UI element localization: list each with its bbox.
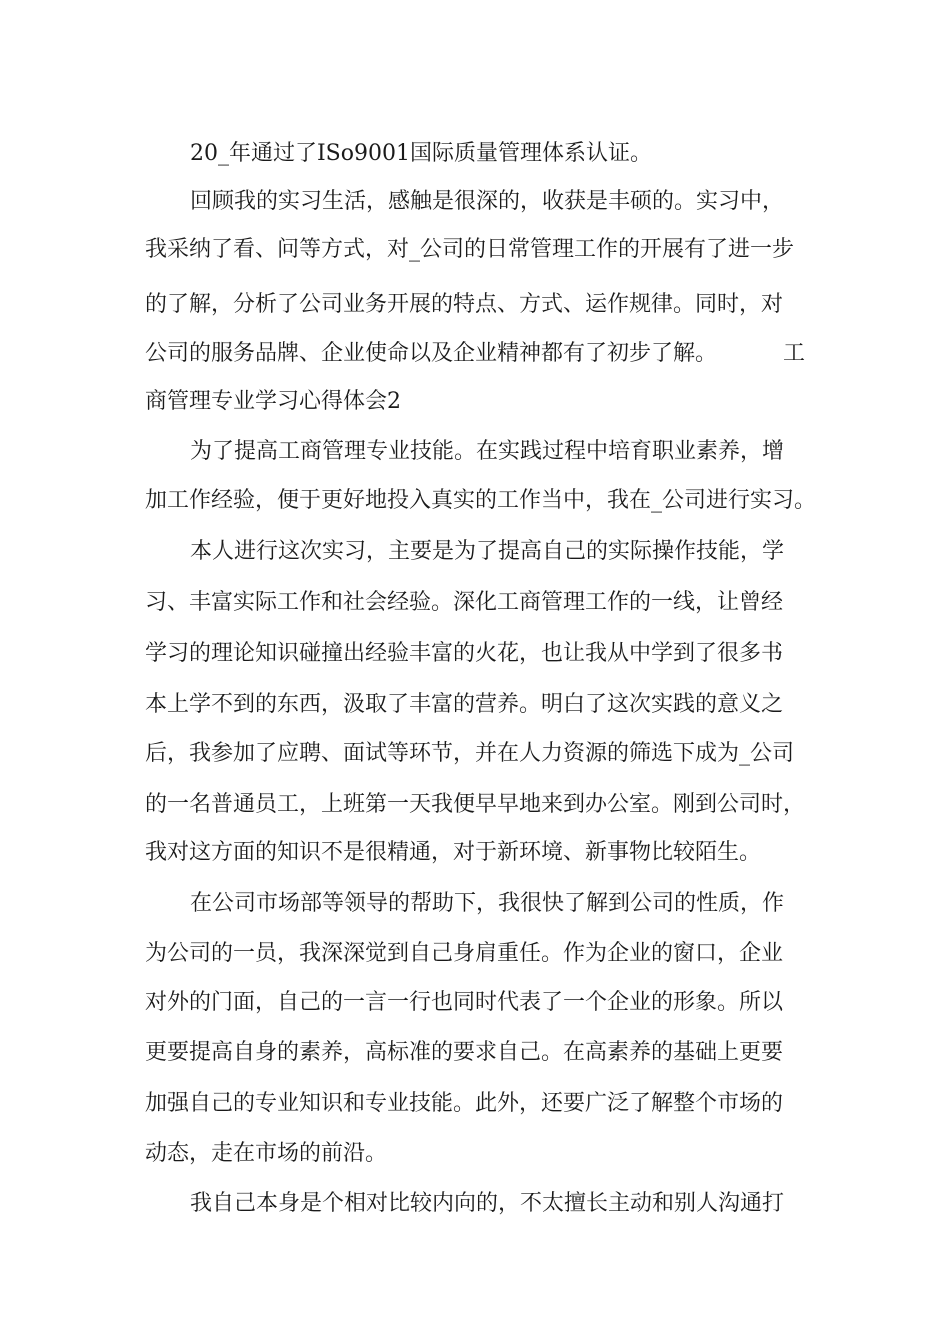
text-line <box>0 439 950 491</box>
text-line-content: 为公司的一员，我深深觉到自己身肩重任。作为企业的窗口，企业 <box>145 941 784 966</box>
text-line <box>0 990 950 1042</box>
text-line-content: 后，我参加了应聘、面试等环节，并在人力资源的筛选下成为_公司 <box>145 741 795 766</box>
text-line-content: 对外的门面，自己的一言一行也同时代表了一个企业的形象。所以 <box>145 990 784 1015</box>
text-line <box>0 237 950 289</box>
text-line-content: 20_年通过了ISo9001国际质量管理体系认证。 <box>190 141 652 166</box>
text-line-content: 本上学不到的东西，汲取了丰富的营养。明白了这次实践的意义之 <box>145 692 784 717</box>
text-line <box>0 1091 950 1143</box>
text-line <box>0 341 950 393</box>
text-line-content: 的了解，分析了公司业务开展的特点、方式、运作规律。同时，对 <box>145 292 784 317</box>
text-line-content: 更要提高自身的素养，高标准的要求自己。在高素养的基础上更要 <box>145 1040 784 1065</box>
text-line-content: 工 <box>783 341 806 366</box>
text-line-content: 商管理专业学习心得体会2 <box>145 389 401 414</box>
text-line <box>0 189 950 241</box>
text-line-content: 在公司市场部等领导的帮助下，我很快了解到公司的性质，作 <box>190 891 785 916</box>
text-line-content: 本人进行这次实习，主要是为了提高自己的实际操作技能，学 <box>190 539 785 564</box>
text-line-content: 学习的理论知识碰撞出经验丰富的火花，也让我从中学到了很多书 <box>145 641 784 666</box>
text-line-content: 为了提高工商管理专业技能。在实践过程中培育职业素养，增 <box>190 439 785 464</box>
text-line <box>0 141 950 193</box>
text-line-content: 我对这方面的知识不是很精通，对于新环境、新事物比较陌生。 <box>145 840 762 865</box>
text-line-content: 我采纳了看、问等方式，对_公司的日常管理工作的开展有了进一步 <box>145 237 795 262</box>
text-line <box>0 1191 950 1243</box>
text-line <box>0 590 950 642</box>
text-line-content: 的一名普通员工，上班第一天我便早早地来到办公室。刚到公司时， <box>145 792 806 817</box>
text-line <box>0 692 950 744</box>
text-line <box>0 741 950 793</box>
text-line <box>0 488 950 540</box>
text-line-content: 我自己本身是个相对比较内向的，不太擅长主动和别人沟通打 <box>190 1191 785 1216</box>
text-line <box>0 641 950 693</box>
text-line <box>0 941 950 993</box>
text-line-content: 公司的服务品牌、企业使命以及企业精神都有了初步了解。 <box>145 341 718 366</box>
text-line <box>0 792 950 844</box>
text-line <box>0 539 950 591</box>
text-line-content: 习、丰富实际工作和社会经验。深化工商管理工作的一线，让曾经 <box>145 590 784 615</box>
text-line <box>0 891 950 943</box>
text-line-content: 动态，走在市场的前沿。 <box>145 1141 388 1166</box>
text-line <box>0 1141 950 1193</box>
text-line <box>0 292 950 344</box>
text-line <box>0 840 950 892</box>
text-line-content: 回顾我的实习生活，感触是很深的，收获是丰硕的。实习中， <box>190 189 785 214</box>
text-line-content: 加工作经验，便于更好地投入真实的工作当中，我在_公司进行实习。 <box>145 488 817 513</box>
section-heading <box>0 389 950 441</box>
text-line-content: 加强自己的专业知识和专业技能。此外，还要广泛了解整个市场的 <box>145 1091 784 1116</box>
text-line <box>0 1040 950 1092</box>
